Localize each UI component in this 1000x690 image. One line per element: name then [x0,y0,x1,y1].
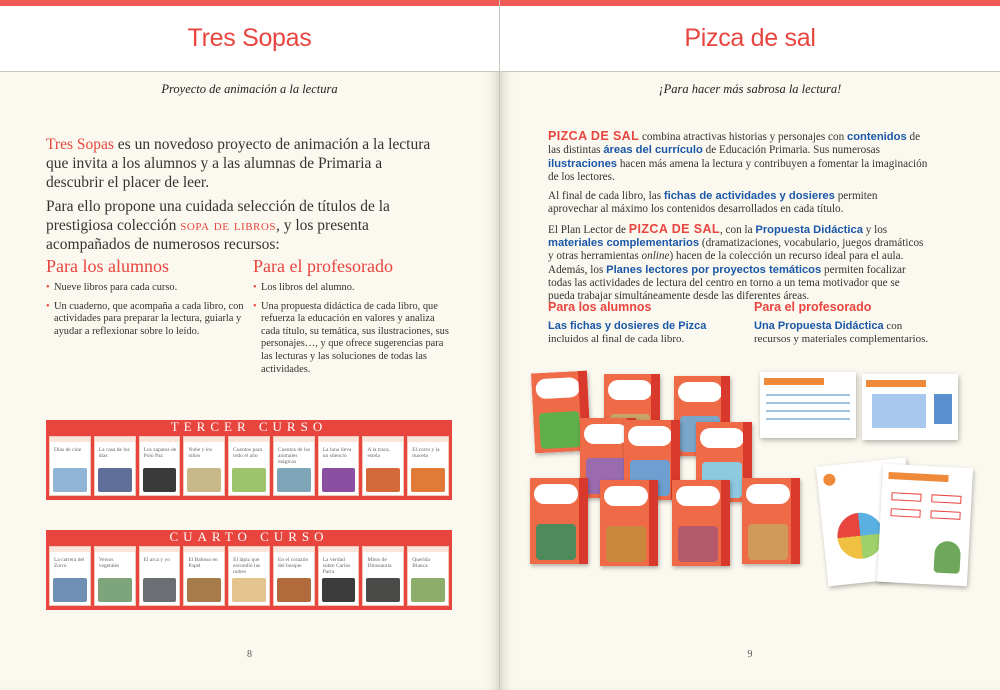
intro-text [46,135,436,259]
list-item: • Los libros del alumno. [253,282,453,295]
activity-sheet [862,374,958,440]
book-cover[interactable] [362,436,404,496]
text: con recursos y materiales complementarios. [754,320,929,346]
tercer-curso-banner: TERCER CURSO [46,420,452,434]
alumnos-text [548,320,748,347]
text: y los [862,223,888,236]
book-title: Mitos de Dinosauria [367,557,392,569]
book-title: Querida Blanca [412,557,430,569]
book-cover[interactable] [273,436,315,496]
activity-sheet [760,372,856,438]
book-title: En el corazón del bosque [277,557,309,569]
book-title: El lápiz que escondió las nubes [233,557,261,575]
profesorado-list [253,282,453,382]
text: , con la [719,223,756,236]
text: hacen más amena la lectura y contribuyen a fomentar la imaginación de los lectores. [548,157,928,183]
book-title: La verdad sobre Carlos Parra [322,557,351,575]
text: permiten aprovechar al máximo los contenidos desarrollados en cada título. [548,190,878,216]
profesorado-heading: Para el profesorado [754,300,872,314]
book-title: Cuentos de los animales mágicos [277,447,311,465]
page-header [500,6,1000,72]
book-title: Cuentos para todo el año [233,447,262,459]
text: Al final de cada libro, las [548,190,664,203]
pizca-book[interactable] [530,478,588,564]
book-title: Nube y los niños [188,447,213,459]
text: online [641,250,670,263]
book-title: A la traca, estela [367,447,390,459]
alumnos-heading: Para los alumnos [46,256,169,276]
profesorado-text [754,320,929,347]
list-item: • Un cuaderno, que acompaña a cada libro, con actividades para preparar la lectura, guiarla y ayudar a reflexionar sobre lo leído. [46,301,244,339]
book-cover[interactable] [49,546,91,606]
book-cover[interactable] [407,436,449,496]
book-cover[interactable] [318,546,360,606]
page-number: 8 [247,649,252,660]
alumnos-heading: Para los alumnos [548,300,652,314]
list-item: • Una propuesta didáctica de cada libro, que refuerza la educación en valores y analiza cada título, su temática, sus ilustraciones, sus personajes…, y que ofrece sugerencias para las lecturas y las soluciones de todas las actividades. [253,301,453,377]
brand-name: PIZCA DE SAL [628,221,720,236]
intro-text-1: es un novedoso proyecto de animación a la lectura que invita a los alumnos y a las alumnas de Primaria a descubrir el placer de leer. [46,136,431,191]
book-title: El zorro y la maceta [412,447,440,459]
pizca-book[interactable] [742,478,800,564]
brand-name: Tres Sopas [46,136,114,153]
book-cover[interactable] [362,546,404,606]
activity-sheet [877,464,973,587]
highlight: Una Propuesta Didáctica [754,320,884,332]
book-cover[interactable] [183,546,225,606]
highlight: Las fichas y dosieres de Pizca [548,320,707,332]
book-cover[interactable] [228,436,270,496]
alumnos-list [46,282,244,344]
book-cover[interactable] [318,436,360,496]
page-subtitle: ¡Para hacer más sabrosa la lectura! [658,82,842,96]
book-title: Versos vegetales [98,557,120,569]
highlight: áreas del currículo [603,144,703,157]
book-title: Los zapatos de Polo Paz [143,447,177,459]
book-cover[interactable] [183,436,225,496]
pizca-description [548,130,928,310]
pizca-book[interactable] [600,480,658,566]
tercer-curso-books [46,434,452,500]
intro-paragraph-1 [46,135,436,192]
highlight: contenidos [847,131,907,143]
highlight: ilustraciones [548,157,618,170]
list-item: • Nueve libros para cada curso. [46,282,244,295]
cuarto-curso-books [46,544,452,610]
cuarto-curso-banner: CUARTO CURSO [46,530,452,544]
book-cover[interactable] [94,546,136,606]
page-title: Tres Sopas [187,24,312,52]
book-cover[interactable] [273,546,315,606]
book-title: La carrera del Zorro [54,557,85,569]
book-title: El Baboso en Papel [188,557,218,569]
book-title: La luna lleva un silencio [322,447,352,459]
highlight: Planes lectores por proyectos temáticos [606,263,822,276]
book-title: La casa de los días [98,447,130,459]
intro-text-2b: , y los presenta acompañados de numerosos recursos: [46,217,369,253]
book-cover[interactable] [49,436,91,496]
text: El Plan Lector de [548,223,629,236]
book-cover[interactable] [94,436,136,496]
page-title: Pizca de sal [684,24,816,52]
book-cover[interactable] [139,436,181,496]
profesorado-heading: Para el profesorado [253,256,393,276]
page-header [0,6,499,72]
collection-name: sopa de libros [180,217,276,234]
pizca-book[interactable] [672,480,730,566]
book-title: El arca y yo [143,557,170,563]
text: combina atractivas historias y personajes con [639,131,847,143]
intro-text-2a: Para ello propone una cuidada selección de títulos de la prestigiosa colección [46,198,390,234]
text: incluidos al final de cada libro. [548,333,685,346]
book-cover[interactable] [228,546,270,606]
text: de Educación Primaria. Sus numerosas [702,144,880,157]
book-title: Días de cine [54,447,82,453]
book-cover[interactable] [407,546,449,606]
text: de las distintas [548,131,921,157]
brand-name: PIZCA DE SAL [548,129,640,143]
highlight: materiales complementarios [548,237,700,250]
text: permiten focalizar todas las actividades de lectura del centro en torno a un tema motivador que se pueda trabajar simultáneamente desde las diferentes áreas. [548,263,906,303]
highlight: fichas de actividades y dosieres [663,190,835,203]
text: (dramatizaciones, vocabulario, juegos dramáticos y otras herramientas [548,237,924,263]
text: ) hacen de la colección un recurso ideal para el aula. Además, los [548,250,904,276]
description-paragraph-3 [548,223,928,304]
description-paragraph-1 [548,130,928,184]
page-number: 9 [747,649,753,660]
page-subtitle: Proyecto de animación a la lectura [161,82,338,96]
intro-paragraph-2 [46,197,436,254]
highlight: Propuesta Didáctica [755,223,863,236]
book-cover[interactable] [139,546,181,606]
description-paragraph-2 [548,190,928,217]
